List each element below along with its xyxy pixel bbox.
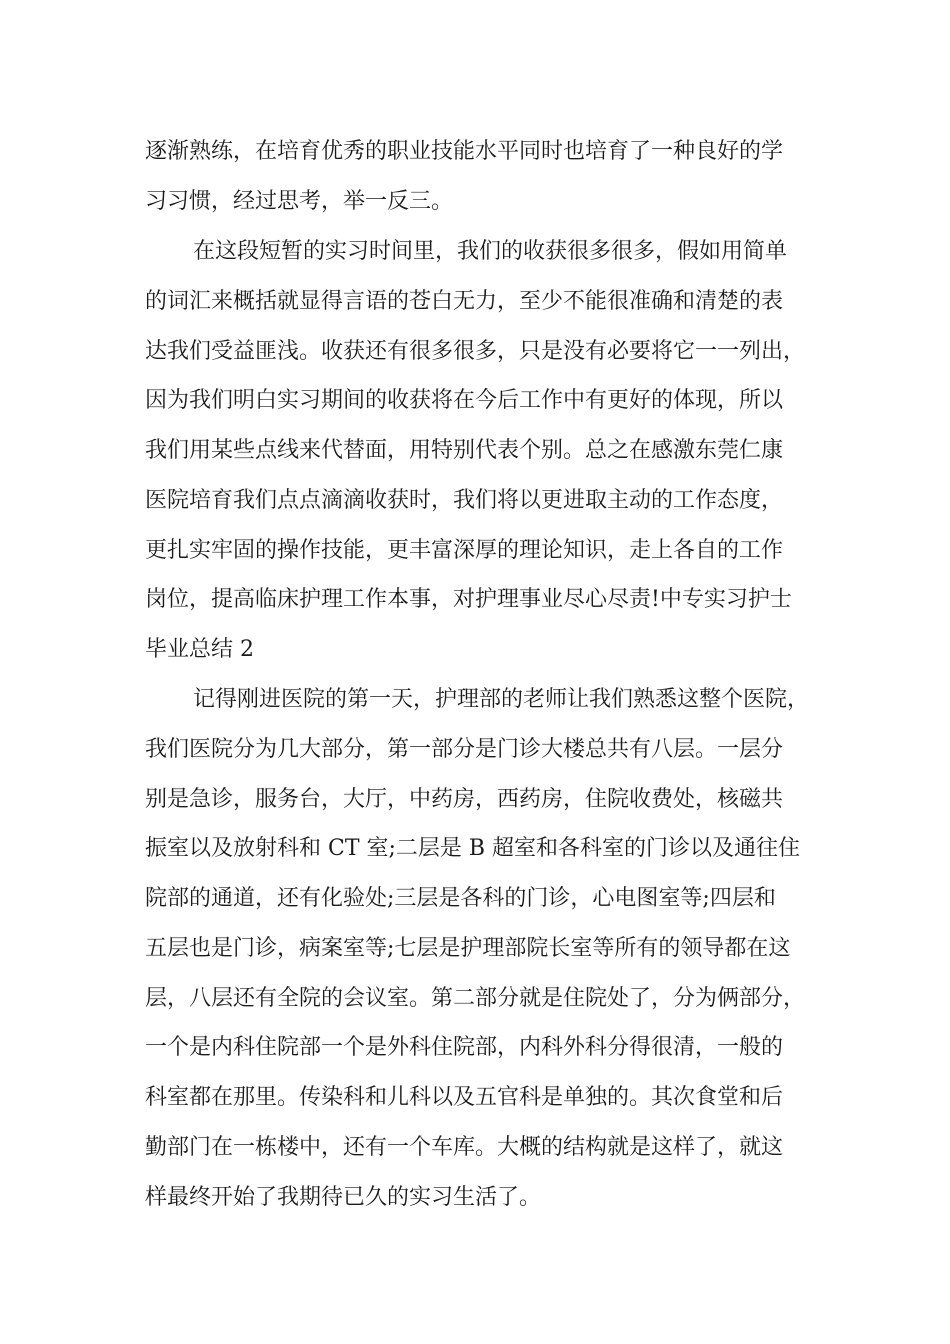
text-line: 我们医院分为几大部分，第一部分是门诊大楼总共有八层。一层分: [145, 737, 784, 762]
text-line: 我们用某些点线来代替面，用特别代表个别。总之在感激东莞仁康: [145, 438, 784, 463]
text-line: 别是急诊，服务台，大厅，中药房，西药房，住院收费处，核磁共: [145, 787, 784, 812]
paragraph-first-line: 在这段短暂的实习时间里，我们的收获很多很多，假如用简单: [193, 239, 788, 264]
text-line: 的词汇来概括就显得言语的苍白无力，至少不能很准确和清楚的表: [145, 289, 784, 314]
text-line: 勤部门在一栋楼中，还有一个车库。大概的结构就是这样了，就这: [145, 1135, 784, 1160]
text-line: 层，八层还有全院的会议室。第二部分就是住院处了，分为俩部分，: [145, 986, 806, 1011]
text-line: 达我们受益匪浅。收获还有很多很多，只是没有必要将它一一列出，: [145, 339, 806, 364]
text-line: 一个是内科住院部一个是外科住院部，内科外科分得很清，一般的: [145, 1035, 784, 1060]
text-line: 五层也是门诊，病案室等;七层是护理部院长室等所有的领导都在这: [145, 936, 791, 961]
paragraph-first-line: 记得刚进医院的第一天，护理部的老师让我们熟悉这整个医院，: [193, 687, 810, 712]
text-line: 更扎实牢固的操作技能，更丰富深厚的理论知识，走上各自的工作: [145, 538, 784, 563]
text-line: 因为我们明白实习期间的收获将在今后工作中有更好的体现，所以: [145, 388, 784, 413]
text-line: 习习惯，经过思考，举一反三。: [145, 189, 454, 214]
text-line: 逐渐熟练，在培育优秀的职业技能水平同时也培育了一种良好的学: [145, 139, 784, 164]
text-line: 医院培育我们点点滴滴收获时，我们将以更进取主动的工作态度，: [145, 488, 784, 513]
text-line: 岗位，提高临床护理工作本事，对护理事业尽心尽责!中专实习护士: [145, 587, 792, 612]
text-line: 样最终开始了我期待已久的实习生活了。: [145, 1185, 542, 1210]
section-heading: 毕业总结 2: [145, 637, 254, 662]
text-line: 院部的通道，还有化验处;三层是各科的门诊，心电图室等;四层和: [145, 886, 776, 911]
text-line: 科室都在那里。传染科和儿科以及五官科是单独的。其次食堂和后: [145, 1085, 784, 1110]
text-line: 振室以及放射科和 CT 室;二层是 B 超室和各科室的门诊以及通往住: [145, 836, 801, 861]
